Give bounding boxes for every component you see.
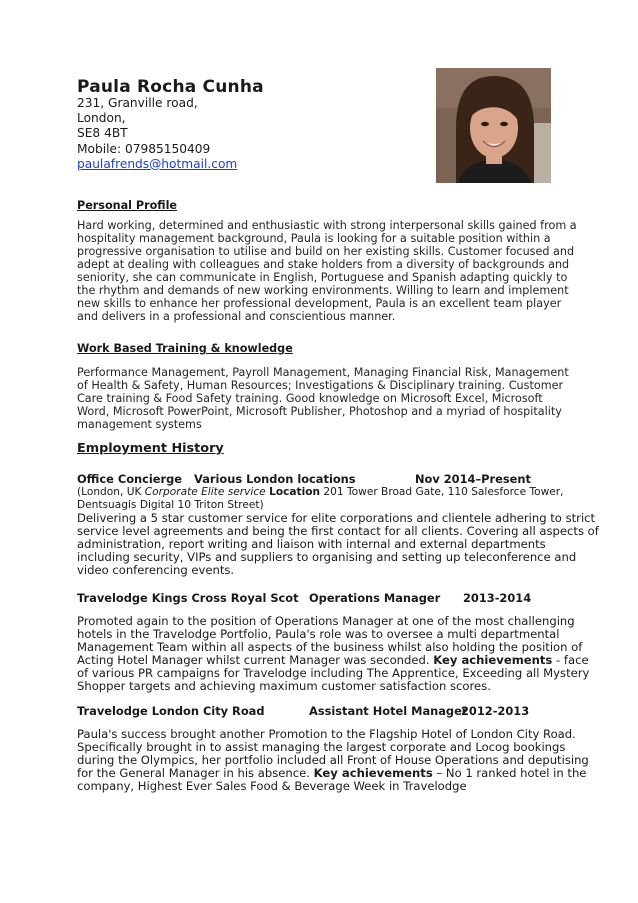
job-1-desc-line: administration, report writing and liaison with internal and external departments — [77, 537, 546, 552]
job-1-desc-line: including security, VIPs and suppliers to organising and setting up teleconference and — [77, 550, 577, 565]
profile-line: and delivers in a professional and conscientious manner. — [77, 310, 396, 323]
profile-line: progressive organisation to utilise and build on her existing skills. Customer focused and — [77, 245, 575, 258]
job-3-key-achievements: Key achievements — [313, 766, 433, 781]
mobile-number: Mobile: 07985150409 — [77, 141, 211, 156]
candidate-name: Paula Rocha Cunha — [77, 77, 264, 97]
job-1-sub-d: 201 Tower Broad Gate, 110 Salesforce Tower, — [320, 486, 564, 498]
profile-line: adept at dealing with colleagues and stake holders from a diversity of backgrounds and — [77, 258, 570, 271]
job-1-desc-line: Delivering a 5 star customer service for elite corporations and clientele adhering to strict — [77, 511, 596, 525]
training-line: of Health & Safety, Human Resources; Investigations & Disciplinary training. Customer — [77, 379, 564, 392]
training-line: Word, Microsoft PowerPoint, Microsoft Publisher, Photoshop and a myriad of hospitality — [77, 405, 562, 418]
job-1-sub-b: Corporate Elite service — [144, 486, 266, 498]
profile-line: hospitality management background, Paula is looking for a suitable position within a — [77, 232, 551, 245]
profile-line: new skills to enhance her professional development, Paula is an excellent team player — [77, 297, 562, 310]
job-1-description — [77, 511, 599, 578]
profile-photo — [436, 68, 551, 183]
profile-photo-icon — [436, 68, 551, 183]
postcode: SE8 4BT — [77, 126, 128, 141]
job-1-role: Office Concierge — [77, 472, 183, 486]
personal-profile-text — [77, 219, 577, 323]
job-3-description — [77, 727, 589, 794]
job-2-role: Operations Manager — [309, 591, 441, 605]
job-1-dates: Nov 2014–Present — [415, 472, 531, 486]
job-2-description — [77, 614, 590, 694]
job-1-location — [77, 486, 564, 512]
job-3-desc-line: Specifically brought in to assist managing the largest corporate and Locog bookings — [77, 740, 566, 755]
profile-line: Hard working, determined and enthusiastic with strong interpersonal skills gained from a — [77, 219, 577, 232]
job-3-company: Travelodge London City Road — [77, 704, 265, 718]
job-3-desc4c: – No 1 ranked hotel in the — [432, 766, 587, 781]
training-heading: Work Based Training & knowledge — [77, 342, 293, 355]
job-1-company: Various London locations — [194, 472, 356, 486]
job-1-desc-line: video conferencing events. — [77, 563, 235, 578]
job-1-sub-a: (London, UK — [77, 486, 145, 498]
job-3-desc-line: during the Olympics, her portfolio included all Front of House Operations and deputising — [77, 753, 589, 768]
job-2-desc-line: of various PR campaigns for Travelodge including The Apprentice, Exceeding all Mystery — [77, 666, 590, 681]
personal-profile-heading: Personal Profile — [77, 199, 178, 212]
address-line-2: London, — [77, 111, 126, 126]
training-line: management systems — [77, 418, 202, 431]
job-3-desc-line: company, Highest Ever Sales Food & Beverage Week in Travelodge — [77, 779, 467, 794]
job-2-key-achievements: Key achievements — [433, 653, 553, 668]
contact-block — [77, 96, 237, 172]
training-line: Performance Management, Payroll Management, Managing Financial Risk, Management — [77, 366, 569, 379]
job-3-dates: 2012-2013 — [461, 704, 530, 718]
email-link[interactable]: paulafrends@hotmail.com — [77, 156, 238, 171]
job-2-company: Travelodge Kings Cross Royal Scot — [77, 591, 299, 605]
profile-line: the rhythm and demands of new working environments. Willing to learn and implement — [77, 284, 569, 297]
job-2-desc-line: Management Team within all aspects of the business whilst also holding the position of — [77, 640, 583, 655]
training-line: Care training & Food Safety training. Good knowledge on Microsoft Excel, Microsoft — [77, 392, 543, 405]
job-1-sub-line2: Dentsuagis Digital 10 Triton Street) — [77, 499, 264, 512]
job-1-desc-line: service level agreements and being the first contact for all clients. Covering all aspects of — [77, 524, 599, 539]
job-2-desc4c: - face — [552, 653, 589, 668]
job-1-sub-c: Location — [269, 486, 321, 498]
training-text — [77, 366, 567, 431]
job-3-desc-line: Paula's success brought another Promotion to the Flagship Hotel of London City Road. — [77, 727, 576, 741]
job-2-desc4a: Acting Hotel Manager whilst current Manager was seconded. — [77, 653, 434, 668]
job-2-desc-line: hotels in the Travelodge Portfolio, Paula's role was to oversee a multi departmental — [77, 627, 560, 642]
profile-line: seniority, she can communicate in English, Portuguese and Spanish adapting quickly to — [77, 271, 568, 284]
job-2-desc-line: Shopper targets and achieving maximum customer satisfaction scores. — [77, 679, 491, 694]
address-line-1: 231, Granville road, — [77, 96, 198, 110]
job-3-role: Assistant Hotel Manager — [309, 704, 468, 718]
job-2-desc-line: Promoted again to the position of Operations Manager at one of the most challenging — [77, 614, 575, 628]
employment-history-heading: Employment History — [77, 441, 224, 456]
job-3-desc4a: for the General Manager in his absence. — [77, 766, 314, 781]
job-2-dates: 2013-2014 — [463, 591, 532, 605]
